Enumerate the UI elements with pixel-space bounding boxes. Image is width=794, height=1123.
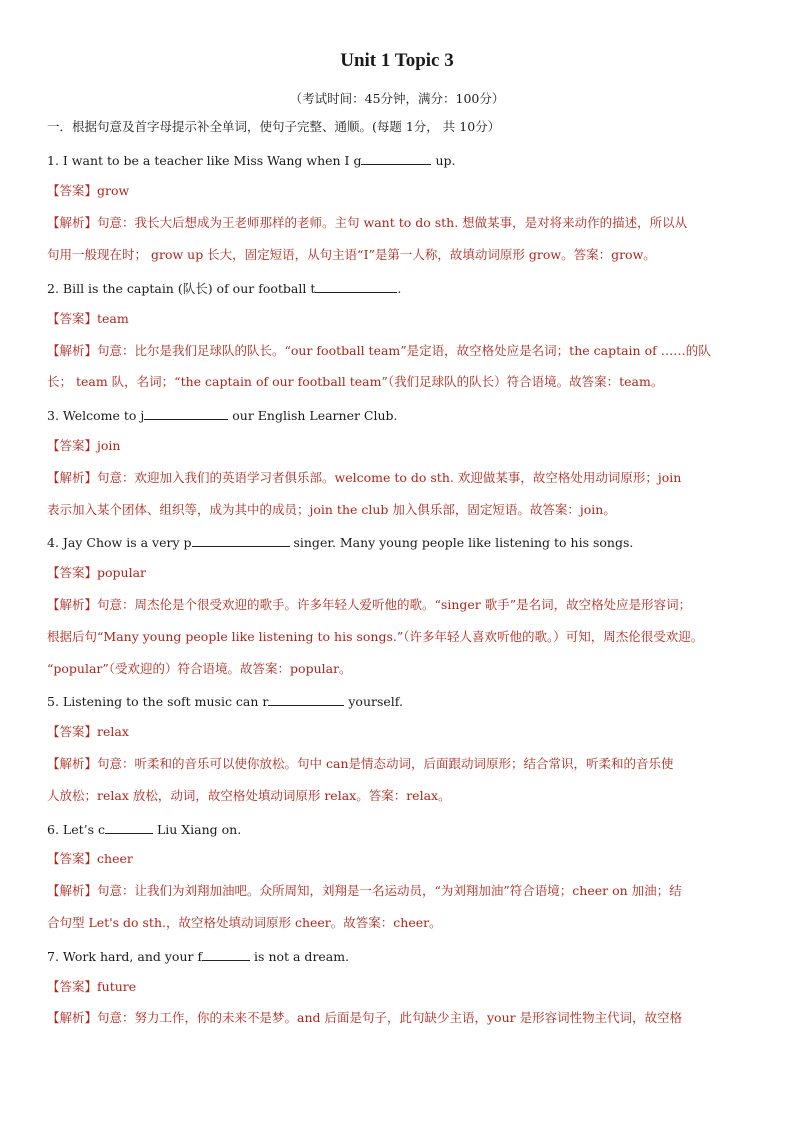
analysis-4-line-2: 根据后句“Many young people like listening to his songs.”（许多年轻人喜欢听他的歌。）可知，周杰伦很受欢迎。 [47, 629, 704, 644]
answer-4: 【答案】popular [47, 565, 147, 580]
answer-3: 【答案】join [47, 438, 121, 453]
section-heading: 一．根据句意及首字母提示补全单词，使句子完整、通顺。(每题 1分， 共 10分） [47, 119, 501, 134]
answer-5: 【答案】relax [47, 724, 129, 739]
answer-blank [192, 533, 290, 547]
analysis-2-line-2: 长； team 队，名词；“the captain of our football team”（我们足球队的队长）符合语境。故答案：team。 [47, 374, 664, 389]
question-7: 7. Work hard, and your f is not a dream. [47, 949, 350, 964]
question-6: 6. Let’s c Liu Xiang on. [47, 822, 242, 837]
answer-6: 【答案】cheer [47, 851, 133, 866]
question-2: 2. Bill is the captain (队长) of our football t . [47, 281, 402, 296]
answer-7: 【答案】future [47, 979, 137, 994]
analysis-4-line-3: “popular”（受欢迎的）符合语境。故答案：popular。 [47, 661, 352, 676]
analysis-5-line-2: 人放松；relax 放松，动词，故空格处填动词原形 relax。答案：relax。 [47, 788, 451, 803]
question-1: 1. I want to be a teacher like Miss Wang when I g up. [47, 153, 456, 168]
answer-blank [144, 406, 228, 420]
analysis-7-line-1: 【解析】句意：努力工作，你的未来不是梦。and 后面是句子，此句缺少主语，your 是形容词性物主代词，故空格 [47, 1010, 683, 1025]
analysis-1-line-2: 句用一般现在时； grow up 长大，固定短语，从句主语“I”是第一人称，故填动词原形 grow。答案：grow。 [47, 247, 656, 262]
answer-blank [105, 820, 153, 834]
analysis-2-line-1: 【解析】句意：比尔是我们足球队的队长。“our football team”是定语，故空格处应是名词；the captain of ……的队 [47, 343, 711, 358]
answer-1: 【答案】grow [47, 183, 130, 198]
question-3: 3. Welcome to j our English Learner Club. [47, 408, 398, 423]
question-4: 4. Jay Chow is a very p singer. Many young people like listening to his songs. [47, 535, 634, 550]
page-title: Unit 1 Topic 3 [340, 50, 454, 71]
question-5: 5. Listening to the soft music can r yourself. [47, 694, 403, 709]
answer-2: 【答案】team [47, 311, 129, 326]
analysis-4-line-1: 【解析】句意：周杰伦是个很受欢迎的歌手。许多年轻人爱听他的歌。“singer 歌手”是名词，故空格处应是形容词； [47, 597, 692, 612]
answer-blank [202, 947, 250, 961]
answer-blank [315, 279, 397, 293]
answer-blank [361, 151, 431, 165]
analysis-6-line-1: 【解析】句意：让我们为刘翔加油吧。众所周知，刘翔是一名运动员，“为刘翔加油”符合语境；cheer on 加油；结 [47, 883, 682, 898]
answer-blank [268, 692, 344, 706]
analysis-5-line-1: 【解析】句意：听柔和的音乐可以使你放松。句中 can是情态动词，后面跟动词原形；结合常识，听柔和的音乐使 [47, 756, 674, 771]
analysis-3-line-1: 【解析】句意：欢迎加入我们的英语学习者俱乐部。welcome to do sth. 欢迎做某事，故空格处用动词原形；join [47, 470, 682, 485]
analysis-3-line-2: 表示加入某个团体、组织等，成为其中的成员；join the club 加入俱乐部，固定短语。故答案：join。 [47, 502, 616, 517]
exam-info: （考试时间：45分钟，满分：100分） [289, 91, 505, 106]
analysis-6-line-2: 合句型 Let's do sth.，故空格处填动词原形 cheer。故答案：cheer。 [47, 915, 442, 930]
analysis-1-line-1: 【解析】句意：我长大后想成为王老师那样的老师。主句 want to do sth. 想做某事，是对将来动作的描述，所以从 [47, 215, 688, 230]
